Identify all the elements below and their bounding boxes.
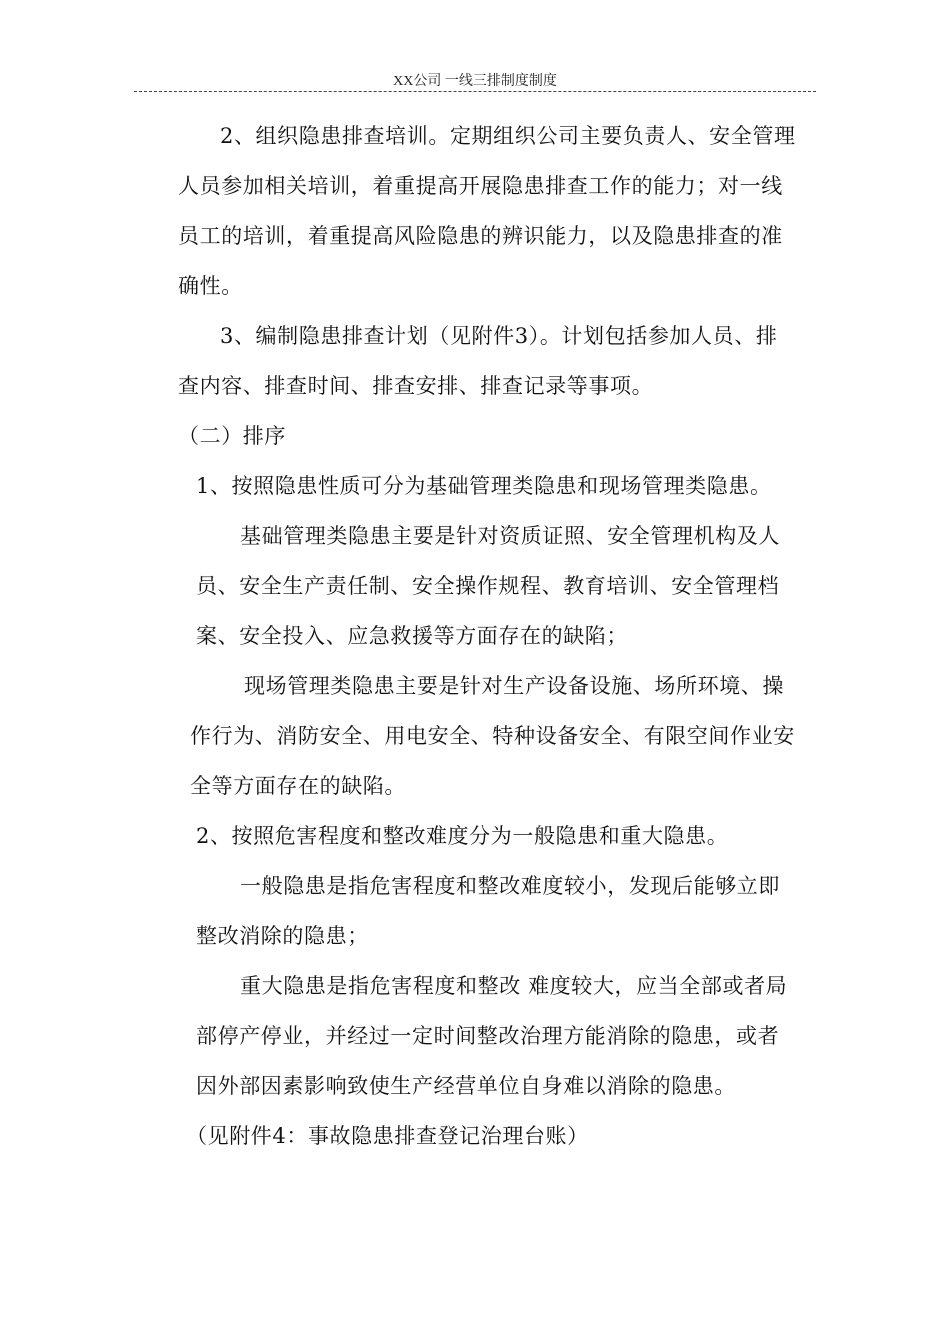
text-line: （见附件4：事故隐患排查登记治理台账） [186, 1124, 589, 1148]
text-line: 部停产停业，并经过一定时间整改治理方能消除的隐患，或者 [196, 1024, 780, 1048]
text-line: 全等方面存在的缺陷。 [190, 774, 406, 798]
text-line: 查内容、排查时间、排查安排、排查记录等事项。 [178, 374, 654, 398]
text-line: 基础管理类隐患主要是针对资质证照、安全管理机构及人 [240, 524, 780, 548]
text-line: 整改消除的隐患； [196, 924, 369, 948]
page-header: XX公司 一线三排制度制度 [393, 74, 557, 89]
text-line: 员、安全生产责任制、安全操作规程、教育培训、安全管理档 [196, 574, 780, 598]
text-line: 人员参加相关培训，着重提高开展隐患排查工作的能力；对一线 [178, 174, 783, 198]
text-line: 作行为、消防安全、用电安全、特种设备安全、有限空间作业安 [190, 724, 795, 748]
text-line: 一般隐患是指危害程度和整改难度较小，发现后能够立即 [240, 874, 780, 898]
header-divider [134, 91, 816, 92]
text-line: 案、安全投入、应急救援等方面存在的缺陷； [196, 624, 628, 648]
text-line: 现场管理类隐患主要是针对生产设备设施、场所环境、操 [244, 674, 784, 698]
text-line: 员工的培训，着重提高风险隐患的辨识能力，以及隐患排查的准 [178, 224, 783, 248]
text-line: 2、组织隐患排查培训。定期组织公司主要负责人、安全管理 [220, 124, 796, 148]
text-line: 重大隐患是指危害程度和整改 难度较大，应当全部或者局 [240, 974, 788, 998]
text-line: 确性。 [178, 274, 243, 298]
text-line: 1、按照隐患性质可分为基础管理类隐患和现场管理类隐患。 [196, 474, 772, 498]
text-line: 因外部因素影响致使生产经营单位自身难以消除的隐患。 [196, 1074, 736, 1098]
section-heading: （二）排序 [178, 424, 286, 448]
text-line: 2、按照危害程度和整改难度分为一般隐患和重大隐患。 [196, 824, 729, 848]
text-line: 3、编制隐患排查计划（见附件3）。计划包括参加人员、排 [220, 324, 778, 348]
